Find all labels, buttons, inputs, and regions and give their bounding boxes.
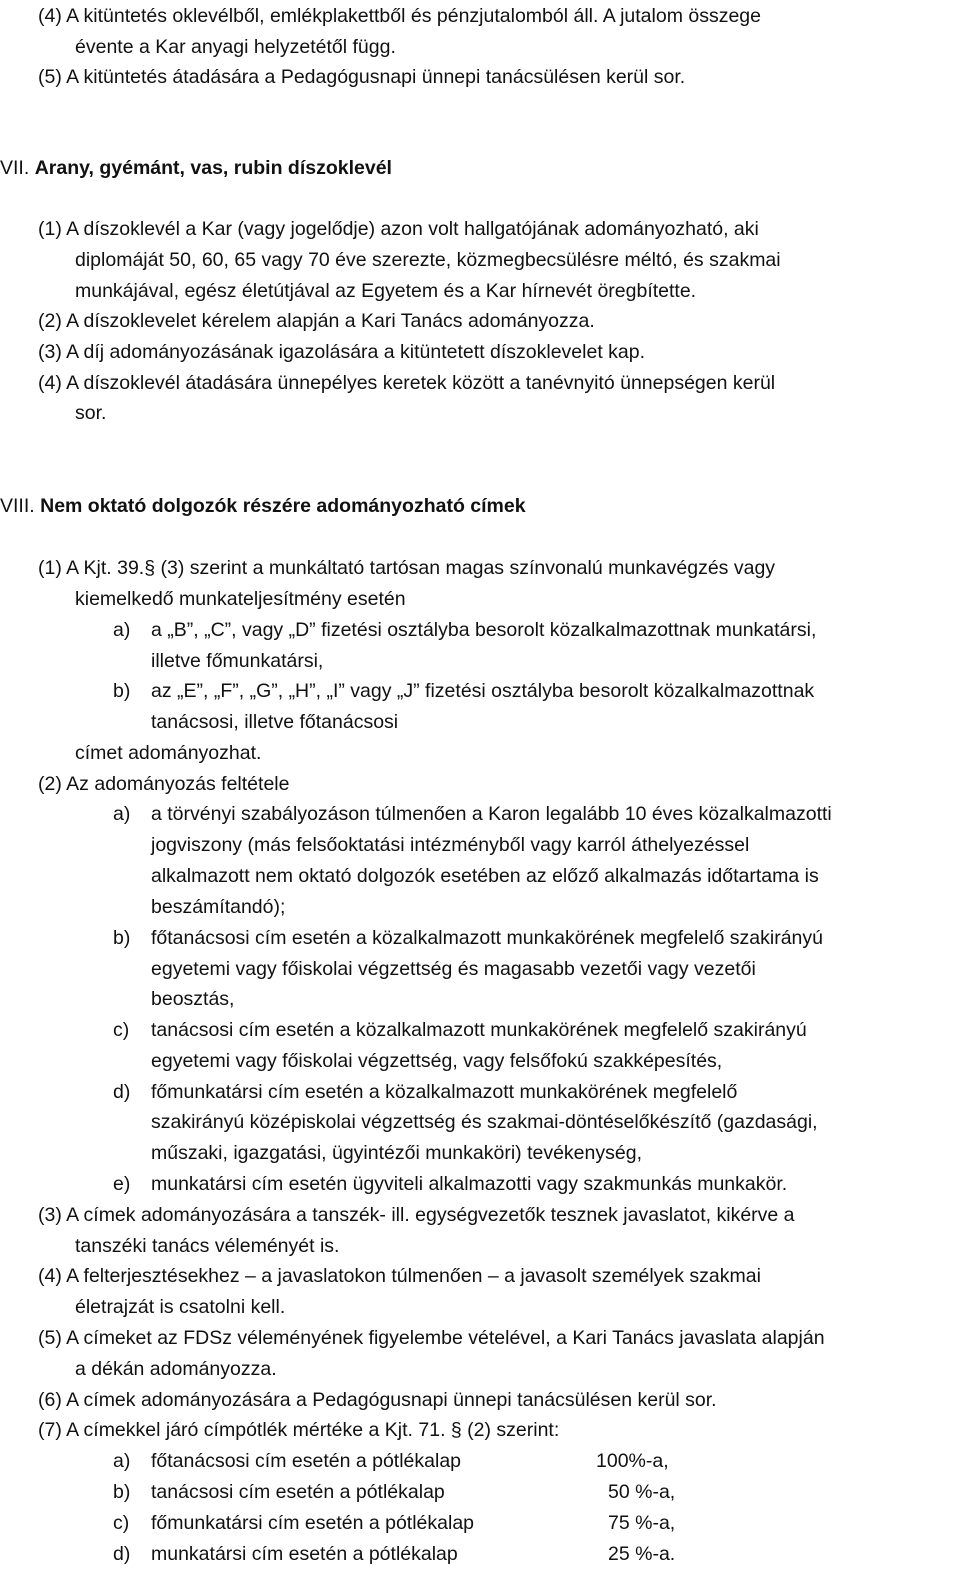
s8-p1-a-line2: illetve főmunkatársi, — [151, 650, 324, 672]
s8-p2-e-line1: munkatársi cím esetén ügyviteli alkalmazotti vagy szakmunkás munkakör. — [151, 1173, 788, 1195]
s8-p2-a-line4: beszámítandó); — [151, 896, 286, 918]
section-8-heading — [0, 493, 526, 519]
section-8-title: Nem oktató dolgozók részére adományozható címek — [40, 495, 526, 517]
s7-p3: (3) A díj adományozásának igazolására a kitüntetett díszoklevelet kap. — [38, 341, 646, 363]
s8-p1-end: címet adományozhat. — [75, 742, 262, 764]
allowance-value: 50 %-a, — [608, 1481, 676, 1503]
s7-p1-line3: munkájával, egész életútjával az Egyetem és a Kar hírnevét öregbítette. — [75, 280, 697, 302]
s8-p2-c-line2: egyetemi vagy főiskolai végzettség, vagy felsőfokú szakképesítés, — [151, 1050, 723, 1072]
allowance-value: 100%-a, — [596, 1450, 669, 1472]
intro-p4-line2: évente a Kar anyagi helyzetétől függ. — [75, 36, 396, 58]
s8-p2-d-label: d) — [113, 1081, 131, 1103]
s8-p2-b-line2: egyetemi vagy főiskolai végzettség és magasabb vezetői vagy vezetői — [151, 958, 756, 980]
s8-p1-a-line1: a „B”, „C”, vagy „D” fizetési osztályba besorolt közalkalmazottnak munkatársi, — [151, 619, 817, 641]
s8-p2-b-label: b) — [113, 927, 131, 949]
s8-p2-a-line3: alkalmazott nem oktató dolgozók esetében az előző alkalmazás időtartama is — [151, 865, 819, 887]
s7-p4-line1: (4) A díszoklevél átadására ünnepélyes keretek között a tanévnyitó ünnepségen kerül — [38, 372, 776, 394]
allowance-label: b) — [113, 1481, 131, 1503]
s8-p2-a-line2: jogviszony (más felsőoktatási intézményből vagy karról áthelyezéssel — [151, 834, 750, 856]
s8-p2-b-line3: beosztás, — [151, 988, 235, 1010]
s8-p1-b-line1: az „E”, „F”, „G”, „H”, „I” vagy „J” fizetési osztályba besorolt közalkalmazottnak — [151, 680, 815, 702]
s8-p2-c-label: c) — [113, 1019, 130, 1041]
allowance-label: a) — [113, 1450, 131, 1472]
s8-p2-d-line2: szakirányú középiskolai végzettség és szakmai-döntéselőkészítő (gazdasági, — [151, 1111, 818, 1133]
s8-p4-line1: (4) A felterjesztésekhez – a javaslatokon túlmenően – a javasolt személyek szakmai — [38, 1265, 761, 1287]
intro-p4-line1: (4) A kitüntetés oklevélből, emlékplakettből és pénzjutalomból áll. A jutalom összege — [38, 5, 761, 27]
intro-p5: (5) A kitüntetés átadására a Pedagógusnapi ünnepi tanácsülésen kerül sor. — [38, 66, 686, 88]
s8-p3-line1: (3) A címek adományozására a tanszék- ill. egységvezetők tesznek javaslatot, kikérve a — [38, 1204, 795, 1226]
allowance-value: 75 %-a, — [608, 1512, 676, 1534]
s8-p3-line2: tanszéki tanács véleményét is. — [75, 1235, 340, 1257]
s8-p1-b-line2: tanácsosi, illetve főtanácsosi — [151, 711, 399, 733]
s8-p2-d-line3: műszaki, igazgatási, ügyintézői munkaköri) tevékenység, — [151, 1142, 642, 1164]
allowance-text: főtanácsosi cím esetén a pótlékalap — [151, 1450, 462, 1472]
s7-p1-line2: diplomáját 50, 60, 65 vagy 70 éve szerezte, közmegbecsülésre méltó, és szakmai — [75, 249, 781, 271]
allowance-text: főmunkatársi cím esetén a pótlékalap — [151, 1512, 475, 1534]
s8-p2-e-label: e) — [113, 1173, 131, 1195]
s8-p2: (2) Az adományozás feltétele — [38, 773, 290, 795]
s8-p2-a-line1: a törvényi szabályozáson túlmenően a Karon legalább 10 éves közalkalmazotti — [151, 803, 832, 825]
section-7-title: Arany, gyémánt, vas, rubin díszoklevél — [34, 157, 392, 179]
section-7-number: VII. — [0, 157, 30, 179]
s7-p4-line2: sor. — [75, 402, 107, 424]
allowance-text: munkatársi cím esetén a pótlékalap — [151, 1543, 458, 1565]
s8-p4-line2: életrajzát is csatolni kell. — [75, 1296, 286, 1318]
section-8-number: VIII. — [0, 495, 35, 517]
s8-p1-line1: (1) A Kjt. 39.§ (3) szerint a munkáltató tartósan magas színvonalú munkavégzés vagy — [38, 557, 776, 579]
allowance-text: tanácsosi cím esetén a pótlékalap — [151, 1481, 445, 1503]
s8-p6: (6) A címek adományozására a Pedagógusnapi ünnepi tanácsülésen kerül sor. — [38, 1389, 717, 1411]
s8-p5-line1: (5) A címeket az FDSz véleményének figyelembe vételével, a Kari Tanács javaslata alapján — [38, 1327, 825, 1349]
s8-p2-d-line1: főmunkatársi cím esetén a közalkalmazott munkakörének megfelelő — [151, 1081, 738, 1103]
s8-p7: (7) A címekkel járó címpótlék mértéke a Kjt. 71. § (2) szerint: — [38, 1419, 560, 1441]
s8-p2-c-line1: tanácsosi cím esetén a közalkalmazott munkakörének megfelelő szakirányú — [151, 1019, 807, 1041]
allowance-label: c) — [113, 1512, 130, 1534]
s8-p1-line2: kiemelkedő munkateljesítmény esetén — [75, 588, 406, 610]
section-7-heading — [0, 155, 392, 181]
s7-p1-line1: (1) A díszoklevél a Kar (vagy jogelődje) azon volt hallgatójának adományozható, aki — [38, 218, 759, 240]
s8-p5-line2: a dékán adományozza. — [75, 1358, 277, 1380]
s8-p2-b-line1: főtanácsosi cím esetén a közalkalmazott munkakörének megfelelő szakirányú — [151, 927, 823, 949]
s8-p1-a-label: a) — [113, 619, 131, 641]
allowance-label: d) — [113, 1543, 131, 1565]
s8-p1-b-label: b) — [113, 680, 131, 702]
s7-p2: (2) A díszoklevelet kérelem alapján a Kari Tanács adományozza. — [38, 310, 595, 332]
allowance-value: 25 %-a. — [608, 1543, 676, 1565]
s8-p2-a-label: a) — [113, 803, 131, 825]
